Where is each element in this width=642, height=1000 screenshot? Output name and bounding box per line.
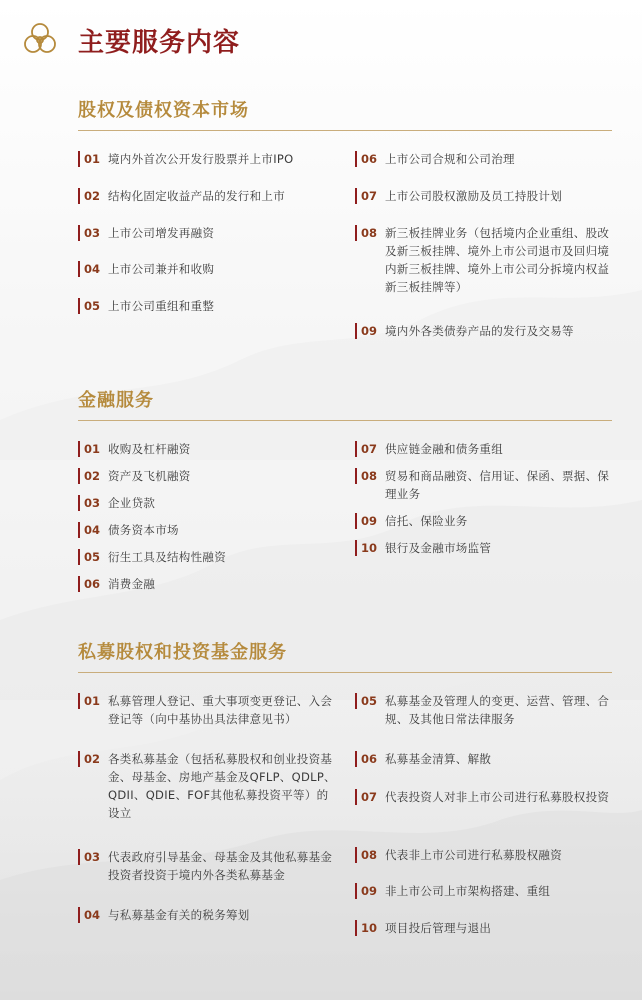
- list-item: [78, 440, 191, 458]
- list-item: [355, 919, 615, 937]
- section-divider: [78, 672, 612, 673]
- list-item: [78, 467, 191, 485]
- item-text: 各类私募基金（包括私募股权和创业投资基金、母基金、房地产基金及QFLP、QDLP、QDII、QDIE、FOF其他私募投资平等）的设立: [108, 752, 336, 820]
- item-number: 06: [355, 751, 385, 767]
- lotus-logo-icon: [20, 20, 60, 60]
- item-number: 06: [78, 576, 108, 592]
- item-text: 非上市公司上市架构搭建、重组: [385, 884, 551, 898]
- item-number: 09: [355, 883, 385, 899]
- item-number: 05: [78, 549, 108, 565]
- item-number: 01: [78, 693, 108, 709]
- item-text: 企业贷款: [108, 496, 156, 510]
- item-text: 代表非上市公司进行私募股权融资: [385, 848, 562, 862]
- item-number: 10: [355, 920, 385, 936]
- item-text: 衍生工具及结构性融资: [108, 550, 226, 564]
- list-item: [355, 882, 615, 900]
- item-text: 代表投资人对非上市公司进行私募股权投资: [385, 790, 610, 804]
- section-title: 金融服务: [78, 390, 154, 411]
- section-divider: [78, 130, 612, 131]
- list-item: [78, 906, 340, 924]
- list-item: [78, 521, 179, 539]
- list-item: [355, 224, 615, 296]
- item-number: 02: [78, 751, 108, 767]
- item-number: 04: [78, 522, 108, 538]
- item-text: 供应链金融和债务重组: [385, 442, 503, 456]
- item-number: 04: [78, 261, 108, 277]
- item-text: 代表政府引导基金、母基金及其他私募基金投资者投资于境内外各类私募基金: [108, 850, 333, 882]
- item-number: 07: [355, 188, 385, 204]
- item-number: 05: [355, 693, 385, 709]
- item-text: 上市公司股权激励及员工持股计划: [385, 189, 562, 203]
- item-text: 上市公司兼并和收购: [108, 262, 215, 276]
- list-item: [355, 539, 615, 557]
- item-text: 结构化固定收益产品的发行和上市: [108, 189, 285, 203]
- item-text: 与私募基金有关的税务筹划: [108, 908, 250, 922]
- item-number: 05: [78, 298, 108, 314]
- item-number: 03: [78, 495, 108, 511]
- item-text: 贸易和商品融资、信用证、保函、票据、保理业务: [385, 469, 610, 501]
- item-number: 09: [355, 513, 385, 529]
- item-number: 03: [78, 849, 108, 865]
- item-number: 08: [355, 225, 385, 241]
- item-text: 项目投后管理与退出: [385, 921, 492, 935]
- item-text: 信托、保险业务: [385, 514, 468, 528]
- item-text: 银行及金融市场监管: [385, 541, 492, 555]
- item-number: 08: [355, 847, 385, 863]
- list-item: [78, 750, 340, 822]
- item-text: 境内外首次公开发行股票并上市IPO: [108, 152, 294, 166]
- list-item: [78, 224, 214, 242]
- list-item: [355, 750, 615, 768]
- list-item: [355, 788, 615, 806]
- list-item: [355, 692, 615, 728]
- item-number: 08: [355, 468, 385, 484]
- list-item: [78, 150, 293, 168]
- item-text: 消费金融: [108, 577, 156, 591]
- list-item: [355, 846, 615, 864]
- section-title: 股权及债权资本市场: [78, 100, 249, 121]
- list-item: [78, 575, 155, 593]
- section-equity-debt: [78, 96, 612, 131]
- header: [20, 18, 240, 62]
- list-item: [355, 440, 615, 458]
- item-text: 上市公司合规和公司治理: [385, 152, 515, 166]
- item-number: 02: [78, 188, 108, 204]
- item-text: 私募基金清算、解散: [385, 752, 492, 766]
- list-item: [78, 187, 285, 205]
- item-text: 上市公司增发再融资: [108, 226, 215, 240]
- page-title: 主要服务内容: [78, 27, 241, 58]
- item-number: 07: [355, 789, 385, 805]
- section-private-equity-funds: [78, 638, 612, 673]
- item-text: 上市公司重组和重整: [108, 299, 215, 313]
- item-text: 境内外各类债券产品的发行及交易等: [385, 324, 574, 338]
- item-number: 06: [355, 151, 385, 167]
- item-number: 02: [78, 468, 108, 484]
- section-title: 私募股权和投资基金服务: [78, 642, 287, 663]
- list-item: [355, 150, 615, 168]
- item-text: 收购及杠杆融资: [108, 442, 191, 456]
- item-text: 新三板挂牌业务（包括境内企业重组、股改及新三板挂牌、境外上市公司退市及回归境内新三板挂牌、境外上市公司分拆境内权益新三板挂牌等）: [385, 226, 610, 294]
- section-divider: [78, 420, 612, 421]
- item-text: 债务资本市场: [108, 523, 179, 537]
- item-text: 私募管理人登记、重大事项变更登记、入会登记等（向中基协出具法律意见书）: [108, 694, 333, 726]
- list-item: [355, 187, 615, 205]
- list-item: [78, 494, 155, 512]
- item-number: 09: [355, 323, 385, 339]
- list-item: [355, 467, 615, 503]
- list-item: [78, 297, 214, 315]
- item-number: 04: [78, 907, 108, 923]
- item-number: 07: [355, 441, 385, 457]
- item-number: 01: [78, 441, 108, 457]
- list-item: [78, 260, 214, 278]
- item-number: 01: [78, 151, 108, 167]
- list-item: [355, 512, 615, 530]
- list-item: [355, 322, 615, 340]
- item-number: 10: [355, 540, 385, 556]
- item-text: 资产及飞机融资: [108, 469, 191, 483]
- section-financial-services: [78, 386, 612, 421]
- list-item: [78, 848, 340, 884]
- item-text: 私募基金及管理人的变更、运营、管理、合规、及其他日常法律服务: [385, 694, 610, 726]
- item-number: 03: [78, 225, 108, 241]
- list-item: [78, 548, 226, 566]
- list-item: [78, 692, 340, 728]
